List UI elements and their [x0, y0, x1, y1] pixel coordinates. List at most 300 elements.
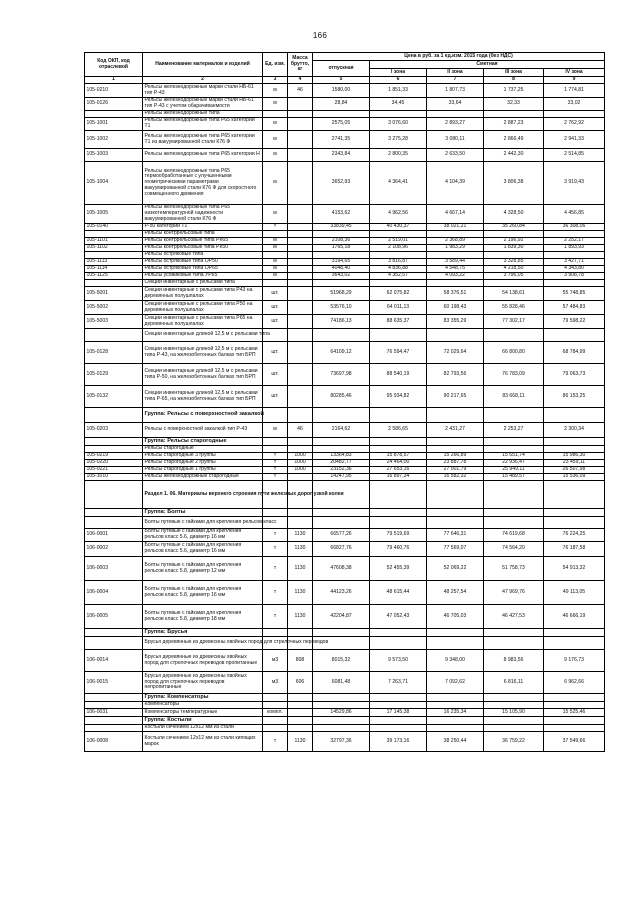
item-name: Рельсы железнодорожные марки стали НБ-61 тип Р-43 [143, 84, 263, 98]
price-release: 64109,12 [313, 342, 370, 364]
price-zone1: 4 962,56 [370, 205, 427, 224]
price-zone1: 88 635,37 [370, 315, 427, 329]
empty-cell [427, 438, 484, 446]
group-row [85, 408, 605, 423]
price-zone2: 58 376,51 [427, 287, 484, 301]
group-title: Группа: Брусья [143, 629, 263, 637]
item-unit: компл. [263, 709, 288, 717]
price-release: 3194,65 [313, 259, 370, 266]
empty-cell [544, 702, 605, 709]
price-release: 28,84 [313, 98, 370, 111]
empty-cell [313, 725, 370, 732]
header-zone4: IV зона [544, 69, 605, 77]
empty-cell [313, 629, 370, 637]
price-zone4: 68 784,99 [544, 342, 605, 364]
price-zone1: 9 573,50 [370, 650, 427, 672]
item-code: 105-5001 [85, 287, 143, 301]
price-zone4: 3 919,43 [544, 162, 605, 205]
empty-cell [544, 694, 605, 702]
price-zone2: 23 887,78 [427, 460, 484, 467]
item-mass [288, 149, 313, 162]
table-row [85, 205, 605, 224]
price-zone1: 47 052,43 [370, 605, 427, 629]
empty-cell [85, 111, 143, 118]
empty-cell [263, 408, 288, 423]
empty-cell [544, 517, 605, 529]
price-zone3: 51 758,73 [484, 557, 544, 581]
price-zone3: 2 887,23 [484, 118, 544, 131]
item-code: 105-0219 [85, 453, 143, 460]
price-zone2: 2 431,27 [427, 423, 484, 438]
empty-cell [370, 280, 427, 287]
price-zone3: 2 196,92 [484, 238, 544, 245]
empty-cell [484, 637, 544, 650]
subheading-row [85, 702, 605, 709]
empty-cell [263, 702, 288, 709]
empty-cell [85, 694, 143, 702]
item-mass: 1130 [288, 542, 313, 557]
price-zone1: 2 586,65 [370, 423, 427, 438]
section-row [85, 481, 605, 509]
item-name: Рельсы остряковые типа ОР50 [143, 259, 263, 266]
price-zone4: 3 908,78 [544, 273, 605, 280]
empty-cell [85, 329, 143, 342]
item-mass: 808 [288, 650, 313, 672]
column-number: 4 [288, 77, 313, 84]
table-row [85, 650, 605, 672]
price-zone2: 33,64 [427, 98, 484, 111]
item-code: 105-0132 [85, 386, 143, 408]
item-mass [288, 287, 313, 301]
price-release: 3643,02 [313, 273, 370, 280]
price-release: 53576,10 [313, 301, 370, 315]
price-zone1: 1 851,33 [370, 84, 427, 98]
price-zone2: 15 266,89 [427, 453, 484, 460]
price-zone4: 23 459,11 [544, 460, 605, 467]
empty-cell [370, 725, 427, 732]
empty-cell [544, 280, 605, 287]
empty-cell [313, 111, 370, 118]
table-row [85, 315, 605, 329]
empty-cell [313, 702, 370, 709]
price-zone1: 64 011,13 [370, 301, 427, 315]
item-unit: м [263, 423, 288, 438]
subheading-text: Компенсаторы [143, 702, 263, 709]
empty-cell [427, 702, 484, 709]
price-zone2: 48 257,54 [427, 581, 484, 605]
price-release: 47608,38 [313, 557, 370, 581]
empty-cell [370, 111, 427, 118]
price-zone3: 4 328,50 [484, 205, 544, 224]
price-zone4: 9 176,73 [544, 650, 605, 672]
item-mass [288, 98, 313, 111]
item-name: Рельсы железнодорожные марки стали НБ-61 тип Р-43 с учетом обарачиваемости [143, 98, 263, 111]
price-release: 13364,83 [313, 453, 370, 460]
column-number: 8 [484, 77, 544, 84]
price-release: 32797,36 [313, 732, 370, 752]
price-zone2: 27 001,79 [427, 467, 484, 474]
price-zone4: 2 300,34 [544, 423, 605, 438]
price-zone2: 60 198,43 [427, 301, 484, 315]
empty-cell [484, 517, 544, 529]
price-zone2: 83 355,29 [427, 315, 484, 329]
price-zone2: 77 569,07 [427, 542, 484, 557]
item-mass [288, 315, 313, 329]
price-zone3: 1 839,30 [484, 245, 544, 252]
item-name: Болты путевые с гайками для крепления рельсов класс 5.6, диаметр 16 мм [143, 529, 263, 542]
price-zone3: 25 949,11 [484, 467, 544, 474]
empty-cell [313, 517, 370, 529]
price-zone2: 1 983,29 [427, 245, 484, 252]
item-code: 106-0001 [85, 529, 143, 542]
item-code: 105-1001 [85, 118, 143, 131]
item-unit: т [263, 581, 288, 605]
price-zone2: 82 793,56 [427, 364, 484, 386]
item-name: Секции инвентарные с рельсами типа Р65 на деревянных полушпалах [143, 315, 263, 329]
price-zone1: 24 464,00 [370, 460, 427, 467]
item-unit: шт. [263, 364, 288, 386]
subheading-text: Рельсы старогодные [143, 446, 263, 453]
price-zone1: 16 897,34 [370, 474, 427, 481]
price-zone1: 52 455,39 [370, 557, 427, 581]
empty-cell [85, 702, 143, 709]
item-unit: м [263, 273, 288, 280]
price-release: 73697,98 [313, 364, 370, 386]
empty-cell [370, 702, 427, 709]
empty-cell [427, 481, 484, 509]
item-code: 105-0203 [85, 423, 143, 438]
item-name: Секции инвентарные длиной 12,5 м с рельсами типа Р-50, на железобетонных балках тип БРП [143, 364, 263, 386]
item-name: Болты путевые с гайками для крепления рельсов класс 5.8, диаметр 16 мм [143, 581, 263, 605]
item-name: Рельсы остряковые типа ОР65 [143, 266, 263, 273]
item-unit: м3 [263, 672, 288, 694]
item-unit: т [263, 467, 288, 474]
column-number: 7 [427, 77, 484, 84]
empty-cell [427, 111, 484, 118]
item-mass [288, 709, 313, 717]
price-zone4: 57 484,83 [544, 301, 605, 315]
item-unit: т [263, 732, 288, 752]
price-zone3: 4 218,50 [484, 266, 544, 273]
price-zone3: 2 253,27 [484, 423, 544, 438]
price-zone3: 8 983,56 [484, 650, 544, 672]
empty-cell [544, 481, 605, 509]
empty-cell [313, 329, 370, 342]
table-row [85, 581, 605, 605]
empty-cell [288, 329, 313, 342]
price-zone2: 4 667,14 [427, 205, 484, 224]
item-code: 105-0128 [85, 342, 143, 364]
item-mass [288, 205, 313, 224]
empty-cell [288, 702, 313, 709]
price-release: 44123,26 [313, 581, 370, 605]
item-mass [288, 301, 313, 315]
empty-cell [288, 629, 313, 637]
price-zone1: 39 173,16 [370, 732, 427, 752]
price-zone2: 52 069,22 [427, 557, 484, 581]
subheading-row [85, 637, 605, 650]
price-release: 2343,84 [313, 149, 370, 162]
price-zone3: 66 800,80 [484, 342, 544, 364]
empty-cell [370, 509, 427, 517]
empty-cell [370, 637, 427, 650]
item-mass [288, 238, 313, 245]
item-name: Секции инвентарные с рельсами типа Р50 на деревянных полушпалах [143, 301, 263, 315]
price-zone2: 77 646,31 [427, 529, 484, 542]
item-code: 105-5003 [85, 315, 143, 329]
price-zone1: 79 519,69 [370, 529, 427, 542]
price-zone4: 1 774,81 [544, 84, 605, 98]
item-mass [288, 224, 313, 231]
empty-cell [313, 694, 370, 702]
price-release: 14247,95 [313, 474, 370, 481]
price-zone1: 4 836,88 [370, 266, 427, 273]
price-release: 2575,05 [313, 118, 370, 131]
empty-cell [544, 725, 605, 732]
price-zone2: 4 104,39 [427, 162, 484, 205]
price-zone4: 86 153,25 [544, 386, 605, 408]
price-zone1: 34,45 [370, 98, 427, 111]
table-row [85, 542, 605, 557]
item-mass: 46 [288, 84, 313, 98]
price-zone4: 2 252,17 [544, 238, 605, 245]
group-title: Группа: Компенсаторы [143, 694, 263, 702]
empty-cell [313, 280, 370, 287]
price-zone2: 16 235,34 [427, 709, 484, 717]
header-unit: Ед. изм. [263, 53, 288, 77]
item-code: 106-0004 [85, 581, 143, 605]
table-row [85, 474, 605, 481]
item-unit: шт. [263, 287, 288, 301]
item-name: Костыли сечением 12х12 мм из стали кипящих марок [143, 732, 263, 752]
table-row [85, 149, 605, 162]
empty-cell [85, 280, 143, 287]
empty-cell [263, 725, 288, 732]
price-release: 4153,62 [313, 205, 370, 224]
column-number: 9 [544, 77, 605, 84]
price-zone3: 15 489,57 [484, 474, 544, 481]
price-zone2: 2 893,27 [427, 118, 484, 131]
item-unit: шт. [263, 342, 288, 364]
empty-cell [484, 481, 544, 509]
subheading-row [85, 280, 605, 287]
price-release: 20482,77 [313, 460, 370, 467]
item-name: Рельсы железнодорожные старогодные [143, 474, 263, 481]
item-mass: 46 [288, 423, 313, 438]
empty-cell [85, 517, 143, 529]
empty-cell [544, 717, 605, 725]
price-zone1: 27 653,16 [370, 467, 427, 474]
item-name: Рельсы железнодорожные типа Р65 низкотемпературной надежности вакуумированной стали К76 Ф [143, 205, 263, 224]
subheading-row [85, 329, 605, 342]
empty-cell [370, 694, 427, 702]
header-zone2: II зона [427, 69, 484, 77]
price-zone3: 54 138,61 [484, 287, 544, 301]
price-release: 33839,45 [313, 224, 370, 231]
item-name: Рельсы контррельсовые типа РК65 [143, 238, 263, 245]
header-estimated: Сметная [370, 61, 605, 69]
price-zone4: 36 308,06 [544, 224, 605, 231]
empty-cell [288, 408, 313, 423]
empty-cell [427, 280, 484, 287]
price-zone2: 4 548,75 [427, 266, 484, 273]
price-zone2: 3 080,11 [427, 131, 484, 149]
item-unit: т [263, 542, 288, 557]
empty-cell [484, 694, 544, 702]
item-code: 105-1113 [85, 259, 143, 266]
item-code: 105-0220 [85, 460, 143, 467]
item-unit: шт. [263, 301, 288, 315]
item-name: Рельсы усовиковые типа УР65 [143, 273, 263, 280]
price-zone4: 37 549,66 [544, 732, 605, 752]
price-zone3: 46 427,53 [484, 605, 544, 629]
item-mass: 1000 [288, 467, 313, 474]
subheading-row [85, 725, 605, 732]
empty-cell [263, 280, 288, 287]
empty-cell [484, 702, 544, 709]
group-row [85, 629, 605, 637]
price-release: 66827,76 [313, 542, 370, 557]
subheading-text: Секции инвентарные длиной 12,5 м с рельсами типа [143, 329, 263, 342]
price-release: 80285,46 [313, 386, 370, 408]
price-release: 23152,36 [313, 467, 370, 474]
item-name: Рельсы старогодные 1 группы [143, 467, 263, 474]
item-mass [288, 162, 313, 205]
price-zone1: 2 800,35 [370, 149, 427, 162]
price-zone1: 3 816,87 [370, 259, 427, 266]
empty-cell [370, 438, 427, 446]
table-row [85, 709, 605, 717]
empty-cell [85, 717, 143, 725]
empty-cell [263, 717, 288, 725]
empty-cell [544, 408, 605, 423]
table-row [85, 162, 605, 205]
item-code: 105-1004 [85, 162, 143, 205]
empty-cell [263, 694, 288, 702]
item-unit: м [263, 149, 288, 162]
item-unit: м [263, 245, 288, 252]
item-name: Брусья деревянные из древесины хвойных пород для стрелочных переводов непропитанные [143, 672, 263, 694]
price-release: 51968,29 [313, 287, 370, 301]
item-name: Секции инвентарные длиной 12,5 м с рельсами типа Р-43, на железобетонных балках тип БРП [143, 342, 263, 364]
item-unit: м3 [263, 650, 288, 672]
empty-cell [263, 629, 288, 637]
table-row [85, 131, 605, 149]
price-release: 66577,26 [313, 529, 370, 542]
price-zone1: 4 352,57 [370, 273, 427, 280]
price-zone4: 46 666,19 [544, 605, 605, 629]
price-zone4: 2 762,92 [544, 118, 605, 131]
price-zone3: 15 651,74 [484, 453, 544, 460]
item-code: 106-0002 [85, 542, 143, 557]
item-name: Болты путевые с гайками для крепления рельсов класс 5.8, диаметр 18 мм [143, 605, 263, 629]
header-code: Код ОКП, код отраслевой [85, 53, 143, 77]
empty-cell [313, 438, 370, 446]
empty-cell [370, 329, 427, 342]
empty-cell [288, 438, 313, 446]
item-name: Болты путевые с гайками для крепления рельсов класс 5.6, диаметр 16 мм [143, 542, 263, 557]
subheading-text: Рельсы остряковые типа [143, 252, 263, 259]
empty-cell [85, 629, 143, 637]
price-zone2: 2 368,89 [427, 238, 484, 245]
empty-cell [288, 517, 313, 529]
empty-cell [484, 717, 544, 725]
empty-cell [544, 111, 605, 118]
price-zone4: 3 427,71 [544, 259, 605, 266]
empty-cell [427, 329, 484, 342]
price-release: 1765,18 [313, 245, 370, 252]
price-zone4: 15 525,46 [544, 709, 605, 717]
item-mass [288, 245, 313, 252]
item-code: 106-0005 [85, 605, 143, 629]
empty-cell [288, 725, 313, 732]
empty-cell [427, 725, 484, 732]
page-number: 166 [312, 31, 328, 40]
empty-cell [263, 509, 288, 517]
price-zone3: 47 969,76 [484, 581, 544, 605]
price-zone2: 2 633,50 [427, 149, 484, 162]
table-row [85, 672, 605, 694]
header-price-title: Цена в руб. за 1 ед.изм. 2015 года (без НДС) [313, 53, 605, 61]
empty-cell [370, 408, 427, 423]
item-name: Рельсы железнодорожные типа Р65 категории Т1 из вакуумированной стали К76 Ф [143, 131, 263, 149]
price-release: 2741,35 [313, 131, 370, 149]
price-zone4: 79 063,73 [544, 364, 605, 386]
price-zone3: 1 737,25 [484, 84, 544, 98]
empty-cell [484, 408, 544, 423]
item-code: 105-0140 [85, 224, 143, 231]
item-unit: шт. [263, 386, 288, 408]
item-code: 106-0014 [85, 650, 143, 672]
subheading-text: Секции инвентарные с рельсами типа [143, 280, 263, 287]
item-name: Рельсы контррельсовые типа РК50 [143, 245, 263, 252]
item-code: 105-0221 [85, 467, 143, 474]
price-release: 42204,87 [313, 605, 370, 629]
item-mass: 1000 [288, 460, 313, 467]
subheading-text: Брусья деревянные из древесины хвойных пород для стрелочных переводов [143, 637, 263, 650]
item-unit: м [263, 162, 288, 205]
item-code: 105-1101 [85, 238, 143, 245]
price-zone1: 40 430,37 [370, 224, 427, 231]
price-zone3: 35 260,84 [484, 224, 544, 231]
table-row [85, 529, 605, 542]
item-unit: м [263, 266, 288, 273]
empty-cell [484, 725, 544, 732]
item-mass [288, 273, 313, 280]
empty-cell [544, 509, 605, 517]
price-zone1: 15 878,57 [370, 453, 427, 460]
price-zone1: 88 540,19 [370, 364, 427, 386]
item-unit: м [263, 98, 288, 111]
item-mass [288, 131, 313, 149]
item-unit: т [263, 605, 288, 629]
empty-cell [484, 438, 544, 446]
price-zone4: 54 913,32 [544, 557, 605, 581]
price-zone4: 2 514,85 [544, 149, 605, 162]
price-zone4: 4 343,80 [544, 266, 605, 273]
empty-cell [288, 231, 313, 238]
item-name: Рельсы старогодные 3 группы [143, 453, 263, 460]
price-zone4: 55 748,85 [544, 287, 605, 301]
empty-cell [544, 329, 605, 342]
item-name: Брусья деревянные из древесины хвойных пород для стрелочных переводов пропитанные [143, 650, 263, 672]
price-zone4: 26 507,98 [544, 467, 605, 474]
price-zone2: 3 589,44 [427, 259, 484, 266]
table-row [85, 342, 605, 364]
price-zone3: 76 783,09 [484, 364, 544, 386]
price-zone3: 3 796,05 [484, 273, 544, 280]
price-zone1: 95 934,82 [370, 386, 427, 408]
